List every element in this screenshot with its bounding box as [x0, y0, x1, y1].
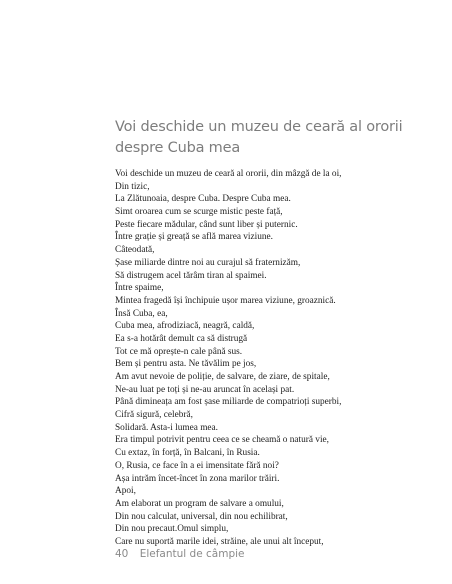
poem-line: Ea s-a hotărât demult ca să distrugă: [115, 333, 248, 344]
poem-line: Ne-au luat pe toți și ne-au aruncat în același pat.: [115, 384, 295, 395]
page-number: 40: [115, 548, 129, 560]
poem-line: Peste fiecare mădular, când sunt liber și puternic.: [115, 219, 298, 230]
poem-line: Simt oroarea cum se scurge mistic peste față,: [115, 207, 283, 218]
poem-line: Până dimineața am fost șase miliarde de compatrioți superbi,: [115, 397, 342, 408]
poem-line: Bem și pentru asta. Ne tăvălim pe jos,: [115, 359, 257, 370]
poem-line: Între grație și greață se află marea viziune.: [115, 232, 273, 243]
poem-line: Așa intrăm încet-încet în zona marilor trăiri.: [115, 473, 280, 484]
poem-line: La Zlătunoaia, despre Cuba. Despre Cuba mea.: [115, 194, 291, 205]
poem-line: Din tizic,: [115, 181, 150, 192]
poem-line: Care nu suportă marile idei, străine, ale unui alt început,: [115, 536, 324, 547]
poem-title: [115, 117, 415, 159]
poem-line: Șase miliarde dintre noi au curajul să fraternizăm,: [115, 257, 301, 268]
poem-line: Însă Cuba, ea,: [115, 308, 168, 319]
poem-body: [115, 168, 445, 549]
poem-line: Câteodată,: [115, 245, 155, 256]
poem-line: Din nou precaut.Omul simplu,: [115, 524, 229, 535]
page-footer: [115, 548, 244, 560]
poem-line: Am avut nevoie de poliție, de salvare, de ziare, de spitale,: [115, 372, 330, 382]
poem-line: Cifră sigură, celebră,: [115, 410, 193, 421]
poem-title-line: Voi deschide un muzeu de ceară al ororii: [115, 119, 403, 135]
poem-line: Am elaborat un program de salvare a omului,: [115, 498, 284, 509]
poem-line: Din nou calculat, universal, din nou echilibrat,: [115, 511, 288, 522]
poem-title-line: despre Cuba mea: [115, 140, 241, 156]
poem-line: Mintea fragedă își închipuie ușor marea viziune, groaznică.: [115, 295, 336, 306]
poem-line: Apoi,: [115, 486, 136, 497]
book-title: Elefantul de câmpie: [139, 548, 245, 560]
poem-line: Cuba mea, afrodiziacă, neagră, caldă,: [115, 321, 255, 332]
poem-line: Cu extaz, în forță, în Balcani, în Rusia.: [115, 448, 260, 459]
poem-line: Tot ce mă oprește-n cale până sus.: [115, 346, 243, 357]
poem-line: Era timpul potrivit pentru ceea ce se cheamă o natură vie,: [115, 435, 329, 446]
poem-line: Solidară. Asta-i lumea mea.: [115, 422, 219, 433]
poem-line: Să distrugem acel tărâm tiran al spaimei.: [115, 270, 267, 281]
poem-line: O, Rusia, ce face în a ei imensitate fără noi?: [115, 460, 279, 471]
poem-line: Între spaime,: [115, 283, 164, 294]
poem-line: Voi deschide un muzeu de ceară al ororii, din mâzgă de la oi,: [115, 169, 342, 179]
